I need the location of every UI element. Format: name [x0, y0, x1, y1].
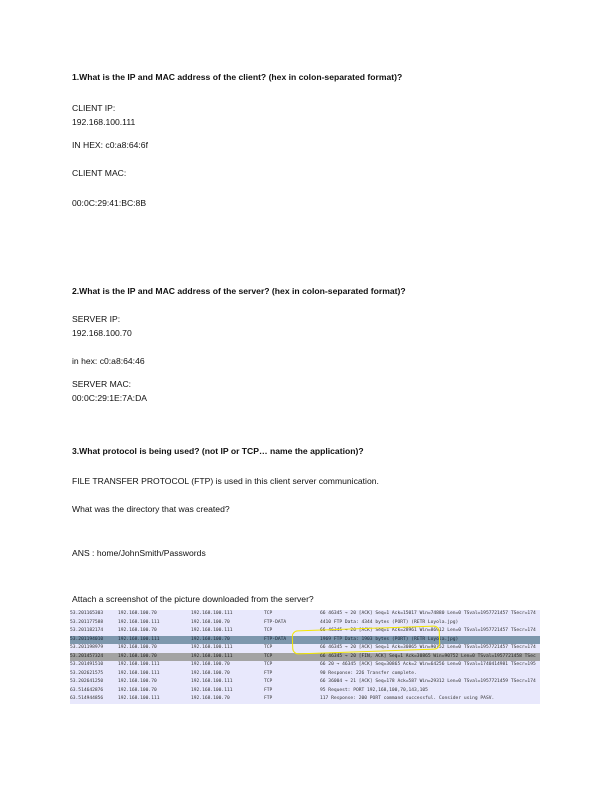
- question-4-answer: ANS : home/JohnSmith/Passwords: [72, 548, 206, 558]
- packet-src: 192.168.100.111: [118, 696, 160, 701]
- packet-proto: TCP: [264, 628, 273, 633]
- packet-src: 192.168.100.70: [118, 628, 157, 633]
- packet-dst: 192.168.100.111: [191, 611, 233, 616]
- packet-src: 192.168.100.111: [118, 619, 160, 625]
- packet-row[interactable]: [70, 610, 540, 619]
- packet-info: 90 Response: 226 Transfer complete.: [320, 670, 417, 676]
- server-ip-hex: in hex: c0:a8:64:46: [72, 356, 145, 366]
- packet-dst: 192.168.100.111: [191, 628, 233, 633]
- packet-dst: 192.168.100.111: [191, 679, 233, 684]
- client-mac-label: CLIENT MAC:: [72, 168, 127, 178]
- packet-info: 95 Request: PORT 192,168,100,70,143,105: [320, 687, 428, 693]
- packet-info: 66 20 → 46345 [ACK] Seq=30865 Ack=2 Win=64256 Len=0 TSval=1740414981 TSecr=195: [320, 662, 536, 667]
- client-ip-value: 192.168.100.111: [72, 117, 136, 127]
- question-1-heading: 1.What is the IP and MAC address of the client? (hex in colon-separated format)?: [72, 72, 403, 82]
- packet-info: 4410 FTP Data: 4344 bytes (PORT) (RETR Loyola.jpg): [320, 619, 459, 625]
- packet-dst: 192.168.100.111: [191, 687, 233, 693]
- packet-dst: 192.168.100.111: [191, 653, 233, 659]
- packet-proto: TCP: [264, 645, 273, 650]
- server-ip-value: 192.168.100.70: [72, 328, 132, 338]
- packet-time: 53.201491510: [70, 662, 104, 667]
- question-3-heading: 3.What protocol is being used? (not IP or TCP… name the application)?: [72, 446, 364, 456]
- packet-time: 53.202641250: [70, 679, 104, 684]
- packet-dst: 192.168.100.70: [191, 619, 230, 625]
- packet-src: 192.168.100.70: [118, 653, 157, 659]
- packet-proto: TCP: [264, 611, 273, 616]
- client-mac-value: 00:0C:29:41:BC:8B: [72, 198, 147, 208]
- packet-row[interactable]: [70, 670, 540, 679]
- packet-time: 53.201177588: [70, 619, 104, 625]
- packet-src: 192.168.100.70: [118, 611, 157, 616]
- server-ip-label: SERVER IP:: [72, 314, 121, 324]
- client-ip-label: CLIENT IP:: [72, 103, 116, 113]
- packet-dst: 192.168.100.70: [191, 696, 230, 701]
- packet-dst: 192.168.100.70: [191, 670, 230, 676]
- packet-dst: 192.168.100.111: [191, 645, 233, 650]
- packet-info: 66 46345 → 20 [ACK] Seq=1 Ack=15017 Win=74880 Len=0 TSval=1957721457 TSecr=174: [320, 611, 536, 616]
- packet-proto: FTP-DATA: [264, 636, 287, 642]
- packet-time: 53.202621575: [70, 670, 104, 676]
- packet-proto: TCP: [264, 662, 273, 667]
- packet-row[interactable]: [70, 661, 540, 670]
- packet-time: 53.201182174: [70, 628, 104, 633]
- packet-proto: FTP-DATA: [264, 619, 287, 625]
- packet-src: 192.168.100.70: [118, 645, 157, 650]
- packet-row[interactable]: [70, 687, 540, 696]
- client-ip-hex: IN HEX: c0:a8:64:6f: [72, 140, 148, 150]
- packet-proto: FTP: [264, 687, 273, 693]
- packet-info: 66 46345 → 20 [ACK] Seq=1 Ack=28961 Win=86912 Len=0 TSval=1957721457 TSecr=174: [320, 628, 536, 633]
- packet-src: 192.168.100.70: [118, 679, 157, 684]
- packet-proto: FTP: [264, 696, 273, 701]
- packet-src: 192.168.100.111: [118, 636, 160, 642]
- packet-capture-screenshot: [70, 611, 540, 701]
- packet-row[interactable]: [70, 678, 540, 687]
- packet-dst: 192.168.100.70: [191, 662, 230, 667]
- question-2-heading: 2.What is the IP and MAC address of the server? (hex in colon-separated format)?: [72, 286, 406, 296]
- packet-row[interactable]: [70, 695, 540, 704]
- packet-proto: FTP: [264, 670, 273, 676]
- packet-row[interactable]: [70, 619, 540, 628]
- question-3-answer: FILE TRANSFER PROTOCOL (FTP) is used in this client server communication.: [72, 476, 379, 486]
- packet-dst: 192.168.100.70: [191, 636, 230, 642]
- question-4-text: What was the directory that was created?: [72, 504, 230, 514]
- packet-time: 53.201165303: [70, 611, 104, 616]
- packet-info: 1969 FTP Data: 1903 bytes (PORT) (RETR Loyola.jpg): [320, 636, 459, 642]
- packet-time: 53.201194010: [70, 636, 104, 642]
- packet-time: 63.514944856: [70, 696, 104, 701]
- packet-proto: TCP: [264, 653, 273, 659]
- server-mac-value: 00:0C:29:1E:7A:DA: [72, 393, 148, 403]
- highlight-annotation: [292, 625, 441, 654]
- packet-src: 192.168.100.70: [118, 687, 157, 693]
- packet-time: 53.201198979: [70, 645, 104, 650]
- question-5-text: Attach a screenshot of the picture downloaded from the server?: [72, 594, 314, 604]
- packet-info: 66 36004 → 21 [ACK] Seq=178 Ack=587 Win=29312 Len=0 TSval=1957721459 TSecr=174: [320, 679, 536, 684]
- packet-info: 66 46345 → 20 [ACK] Seq=1 Ack=30865 Win=90752 Len=0 TSval=1957721457 TSecr=174: [320, 645, 536, 650]
- packet-info: 117 Response: 200 PORT command successful. Consider using PASV.: [320, 696, 495, 701]
- packet-time: 53.201457324: [70, 653, 104, 659]
- packet-src: 192.168.100.111: [118, 670, 160, 676]
- server-mac-label: SERVER MAC:: [72, 379, 132, 389]
- packet-info: 66 46345 → 20 [FIN, ACK] Seq=1 Ack=30865 Win=90752 Len=0 TSval=1957721458 TSec: [320, 653, 536, 659]
- packet-src: 192.168.100.111: [118, 662, 160, 667]
- packet-time: 63.514642876: [70, 687, 104, 693]
- packet-proto: TCP: [264, 679, 273, 684]
